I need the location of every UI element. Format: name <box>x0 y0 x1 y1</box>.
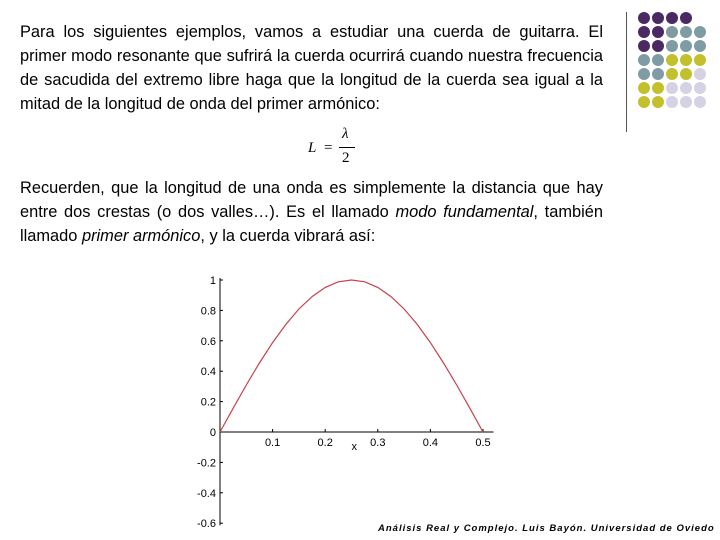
decor-dot <box>694 82 706 94</box>
formula-equals: = <box>324 140 333 156</box>
decorative-divider <box>626 12 627 132</box>
x-tick-label: 0.2 <box>317 437 333 449</box>
decor-dot <box>680 96 692 108</box>
y-tick-label: 0.2 <box>200 396 216 409</box>
y-tick-label: 0.8 <box>200 305 216 318</box>
explanation-text-1: Recuerden, que la longitud de una onda es simplemente la distancia que hay entre dos crestas (o dos valles…). Es el llamado <box>20 179 603 221</box>
decor-dot <box>652 54 664 66</box>
decor-dot <box>638 82 650 94</box>
plot-axes <box>220 278 494 525</box>
x-axis-label: x <box>351 441 357 453</box>
explanation-text-2: , también llamado <box>20 203 603 245</box>
fraction-bar <box>339 147 355 148</box>
decor-dot <box>666 82 678 94</box>
y-tick-label: -0.2 <box>197 457 216 470</box>
footer-credit: Análisis Real y Complejo. Luis Bayón. Universidad de Oviedo <box>378 523 715 534</box>
decor-dot <box>680 68 692 80</box>
x-tick-label: 0.3 <box>370 437 386 449</box>
intro-paragraph: Para los siguientes ejemplos, vamos a estudiar una cuerda de guitarra. El primer modo resonante que sufrirá la cuerda ocurrirá cuando nuestra frecuencia de sacudida del extremo libre haga que la longitud de la cuerda sea igual a la mitad de la longitud de onda del primer armónico: <box>20 23 603 113</box>
y-tick-label: 1 <box>209 275 216 287</box>
decor-dot <box>652 82 664 94</box>
emphasis-fundamental-mode: modo fundamental <box>395 203 534 221</box>
x-tick-label: 0.4 <box>422 437 439 449</box>
decor-dot <box>694 68 706 80</box>
decor-dot <box>666 96 678 108</box>
decor-dot <box>666 54 678 66</box>
explanation-text-3: , y la cuerda vibrará así: <box>200 227 376 245</box>
x-tick-label: 0.1 <box>264 437 281 449</box>
decor-dot <box>652 96 664 108</box>
y-tick-labels <box>197 275 223 530</box>
decor-dot <box>666 68 678 80</box>
decor-dot <box>652 26 664 38</box>
x-tick-label: 0.5 <box>475 437 491 449</box>
y-tick-label: -0.6 <box>197 518 216 530</box>
y-tick-label: -0.4 <box>197 487 216 500</box>
decor-dot <box>666 40 678 52</box>
decor-dot <box>680 12 692 24</box>
decor-dot <box>694 26 706 38</box>
formula-lhs: L <box>308 140 317 156</box>
decor-dot <box>652 40 664 52</box>
y-tick-label: 0 <box>209 427 216 439</box>
decor-dot <box>638 26 650 38</box>
decor-dot <box>680 54 692 66</box>
y-tick-label: 0.6 <box>200 335 216 348</box>
formula-numerator: λ <box>342 126 349 142</box>
explanation-paragraph <box>20 176 603 248</box>
wavelength-formula <box>304 126 364 172</box>
decor-dot <box>638 12 650 24</box>
decor-dot <box>694 96 706 108</box>
string-vibration-plot <box>180 268 560 530</box>
y-tick-label: 0.4 <box>200 366 216 379</box>
decor-dot <box>652 68 664 80</box>
decor-dot <box>694 40 706 52</box>
formula-denominator: 2 <box>342 150 350 166</box>
decor-dot <box>680 40 692 52</box>
decor-dot <box>638 68 650 80</box>
decor-dot <box>638 54 650 66</box>
decor-dot <box>666 12 678 24</box>
decor-dot <box>680 82 692 94</box>
decor-dot <box>666 26 678 38</box>
decorative-dot-grid <box>638 12 718 112</box>
series-line <box>220 280 483 432</box>
decor-dot <box>680 26 692 38</box>
decor-dot <box>652 12 664 24</box>
decor-dot <box>694 54 706 66</box>
emphasis-first-harmonic: primer armónico <box>81 227 201 245</box>
decor-dot <box>638 40 650 52</box>
decor-dot <box>638 96 650 108</box>
